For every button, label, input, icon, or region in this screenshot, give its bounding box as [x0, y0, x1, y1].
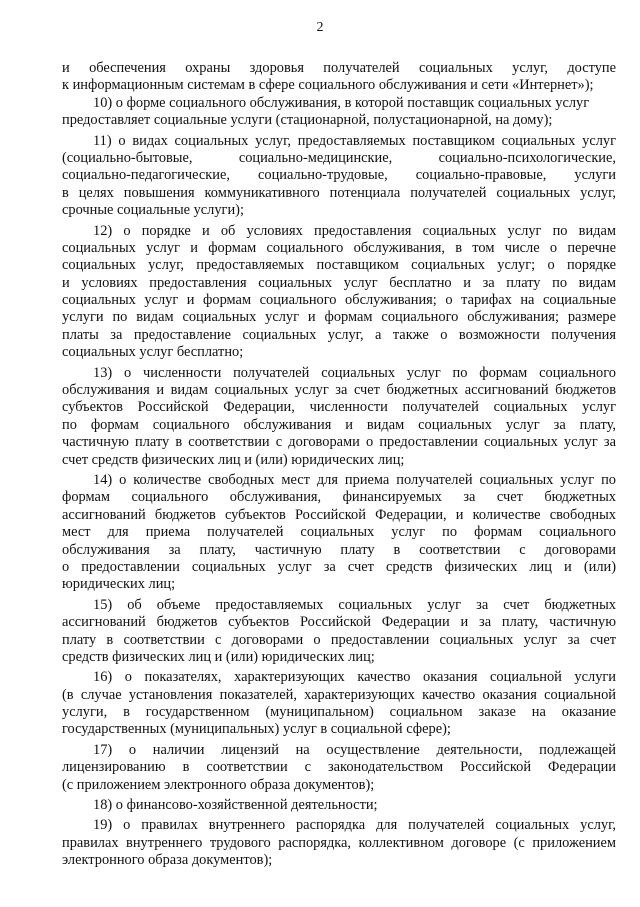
text-line: и условиях предоставления социальных услуг бесплатно и за плату по видам [62, 274, 616, 291]
text-line: 10) о форме социального обслуживания, в которой поставщик социальных услуг [93, 94, 590, 111]
text-line: (с приложением электронного образа документов); [62, 776, 375, 793]
text-line: юридических лиц; [62, 576, 176, 593]
text-line: 11) о видах социальных услуг, предоставляемых поставщиком социальных услуг [93, 132, 616, 149]
text-line: обслуживания за плату, частичную плату в соответствии с договорами [62, 541, 616, 558]
text-line: плату в соответствии с договорами о предоставлении социальных услуг за счет [62, 631, 616, 648]
text-line: 18) о финансово-хозяйственной деятельности; [93, 797, 378, 814]
text-line: услуги по видам социальных услуг и формам социального обслуживания; размере [62, 309, 616, 326]
text-line: социальных услуг бесплатно; [62, 344, 244, 361]
text-line: 16) о показателях, характеризующих качество оказания социальной услуги [93, 669, 616, 686]
text-line: срочные социальные услуги); [62, 202, 244, 219]
text-line: лицензированию в соответствии с законодательством Российской Федерации [62, 759, 616, 776]
text-line: ассигнований бюджетов субъектов Российской Федерации и за плату, частичную [62, 614, 616, 631]
text-line: социальных услуг, предоставляемых поставщиком социальных услуг; о порядке [62, 257, 616, 274]
text-line: субъектов Российской Федерации, численности получателей социальных услуг [62, 399, 616, 416]
text-line: социально-педагогические, социально-трудовые, социально-правовые, услуги [62, 167, 616, 184]
text-line: предоставляет социальные услуги (стационарной, полустационарной, на дому); [62, 112, 553, 129]
text-line: правилах внутреннего трудового распорядка, коллективном договоре (с приложением [62, 834, 616, 851]
text-line: к информационным системам в сфере социального обслуживания и сети «Интернет»); [62, 77, 594, 94]
text-line: государственных (муниципальных) услуг в социальной сфере); [62, 721, 451, 738]
text-line: о предоставлении социальных услуг за счет средств физических лиц и (или) [62, 558, 616, 575]
text-line: ассигнований бюджетов субъектов Российской Федерации, и количестве свободных [62, 506, 616, 523]
text-line: частичную плату в соответствии с договорами о предоставлении социальных услуг за [62, 434, 616, 451]
text-line: (социально-бытовые, социально-медицинские, социально-психологические, [62, 149, 616, 166]
text-line: услуги, в государственном (муниципальном) социальном заказе на оказание [62, 704, 616, 721]
page-number: 2 [316, 20, 324, 35]
text-line: 14) о количестве свободных мест для приема получателей социальных услуг по [93, 471, 616, 488]
text-line: электронного образа документов); [62, 852, 273, 869]
text-line: формам социального обслуживания, финансируемых за счет бюджетных [62, 489, 616, 506]
text-line: мест для приема получателей социальных услуг по формам социального [62, 524, 616, 541]
text-line: социальных услуг и формам социального обслуживания; о тарифах на социальные [62, 292, 616, 309]
text-line: в целях повышения коммуникативного потенциала получателей социальных услуг, [62, 184, 616, 201]
text-line: 13) о численности получателей социальных услуг по формам социального [93, 364, 616, 381]
text-line: платы за предоставление социальных услуг, а также о возможности получения [62, 326, 616, 343]
text-line: (в случае установления показателей, характеризующих качество оказания социальной [62, 686, 616, 703]
document-body [62, 60, 616, 870]
text-line: 19) о правилах внутреннего распорядка для получателей социальных услуг, [93, 817, 616, 834]
text-line: обслуживания и видам социальных услуг за счет бюджетных ассигнований бюджетов [62, 382, 616, 399]
text-line: 17) о наличии лицензий на осуществление деятельности, подлежащей [93, 741, 616, 758]
text-line: 15) об объеме предоставляемых социальных услуг за счет бюджетных [93, 596, 616, 613]
text-line: 12) о порядке и об условиях предоставления социальных услуг по видам [93, 222, 616, 239]
text-line: и обеспечения охраны здоровья получателей социальных услуг, доступе [62, 60, 616, 76]
text-line: по формам социального обслуживания и видам социальных услуг за плату, [62, 416, 616, 433]
text-line: средств физических лиц и (или) юридических лиц; [62, 648, 375, 665]
text-line: счет средств физических лиц и (или) юридических лиц; [62, 451, 405, 468]
text-line: социальных услуг и формам социального обслуживания, в том числе о перечне [62, 239, 616, 256]
